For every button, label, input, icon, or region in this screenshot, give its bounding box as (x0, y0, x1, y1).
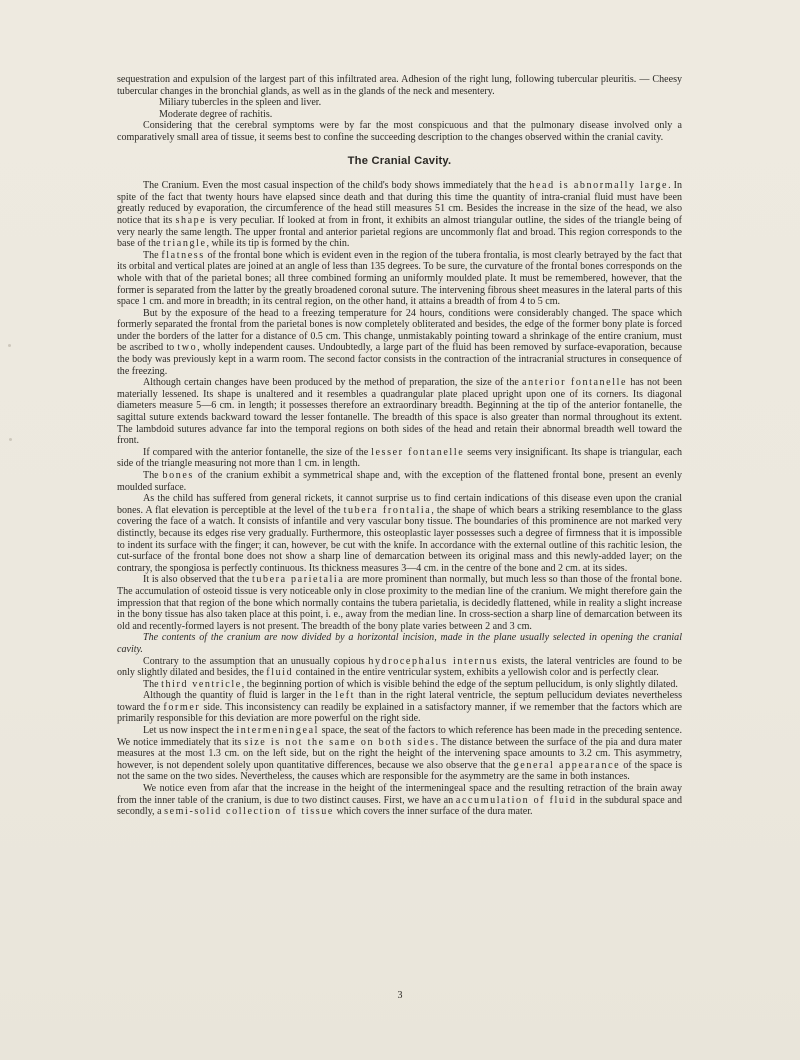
section-paragraph (117, 377, 682, 447)
text-run: seems very insignificant. Its shape is triangular, each side of the triangle measuring not more than 1 cm. in length. (117, 446, 682, 470)
text-run: contained in the entire ventricular system, exhibits a yellowish color and is perfectly clear. (293, 667, 659, 679)
section-paragraph (117, 679, 682, 691)
text-run: The Cranium. Even the most casual inspection of the child's body shows immediately that the (143, 180, 530, 192)
emphasis-spaced-text: flatness (161, 249, 205, 261)
section-paragraph (117, 180, 682, 250)
text-run: are more prominent than normally, but much less so than those of the frontal bone. The accumulation of osteoid tissue is very noticeable only in close proximity to the median line of the cranium. We might therefore gain the impression that that region of the bone which normally contains the tubera parietalia, is decidedly flattened, while in reality a slight increase in the bony tissue has also taken place at this point, i. e., away from the median line. In cross-section a sharp line of demarcation between its old and recently-formed layers is not present. The breadth of the bony plate varies between 2 and 3 cm. (117, 574, 683, 632)
text-run: which covers the inner surface of the dura mater. (333, 806, 533, 818)
emphasis-spaced-text: bones (162, 470, 194, 481)
text-run: , the beginning portion of which is visible behind the edge of the septum pellucidum, is only slightly dilated. (241, 678, 678, 690)
text-run: of the frontal bone which is evident even in the region of the tubera frontalia, is most clearly betrayed by the fact that its orbital and vertical plates are joined at an angle of less than 135 degrees. To be sure, the curvature of the frontal bones corresponds on the whole with that of the parietal bones; all three combined forming an uniformly moulded plate. It must be remembered, however, that the former is separated from the latter by the greatly broadened coronal suture. The intervening fibrous sheet measures in the lateral parts of this space 1 cm. and more in breadth; in its central region, on the other hand, it attains a breadth of from 4 to 5 cm. (117, 249, 682, 308)
text-run: Although certain changes have been produced by the method of preparation, the size of the (143, 377, 523, 389)
emphasis-spaced-text: accumulation of fluid (455, 794, 577, 806)
text-run: The (143, 249, 162, 261)
section-body (117, 180, 682, 818)
emphasis-spaced-text: size is not the same on both sides (244, 736, 436, 748)
paper-spot (8, 344, 11, 347)
text-run: As the child has suffered from general rickets, it cannot surprise us to find certain indications of this disease even upon the cranial bones. A flat elevation is perceptible at the level of the (117, 493, 682, 516)
text-run: than in the right lateral ventricle, the septum pellucidum deviates nevertheless toward the (117, 690, 682, 713)
text-run: of the space is not the same on the two sides. Nevertheless, the causes which are responsible for the asymmetry are the same in both instances. (117, 759, 682, 783)
emphasis-spaced-text: fluid (266, 667, 294, 679)
text-run: Contrary to the assumption that an unusually copious (143, 655, 369, 667)
section-paragraph (117, 470, 682, 493)
body-text (117, 74, 682, 818)
text-run: Let us now inspect the (143, 725, 237, 737)
text-run: But by the exposure of the head to a freezing temperature for 24 hours, conditions were considerably changed. The space which formerly separated the frontal from the parietal bones is now completely obliterated and besides, the edge of the former bony plate is forced under the borders of the latter for a distance of 0.5 cm. This change, unmistakably pointing toward a shrinkage of the entire cranium, must be ascribed to (117, 307, 682, 354)
text-run: Although the quantity of fluid is larger in the (143, 690, 336, 702)
text-run: The (143, 678, 162, 690)
section-paragraph (117, 574, 682, 632)
section-paragraph (117, 308, 682, 378)
text-run: The (143, 470, 163, 481)
section-heading: The Cranial Cavity. (347, 154, 452, 167)
section-paragraph (117, 690, 682, 725)
text-run: exists, the lateral ventricles are found to be only slightly dilated and besides, the (117, 655, 682, 679)
emphasis-spaced-text: two (177, 342, 198, 354)
emphasis-spaced-text: former (163, 701, 201, 713)
section-paragraph (117, 725, 682, 783)
section-paragraph (117, 447, 682, 470)
text-run: of the cranium exhibit a symmetrical shape and, with the exception of the flattened frontal bone, present an evenly moulded surface. (117, 470, 682, 493)
text-run: , the shape of which bears a striking resemblance to the glass covering the face of a watch. It consists of infantile and very vascular bony tissue. The boundaries of this prominence are not marked very distinctly, because its edges rise very gradually. Furthermore, this osteoplastic layer possesses such a degree of firmness that it is impossible to indent its surface with the finger; it can, however, be cut with the knife. In accordance with the external outline of this rachitic lesion, the cut-surface of the frontal bone does not show a sharp line of demarcation between its original mass and this newly-added layer; on the contrary, the spongiosa is perfectly continuous. Its thickness measures 3—4 cm. in the centre of the bone and 2 cm. at its sides. (117, 504, 682, 574)
paragraph-rachitis: Moderate degree of rachitis. (159, 108, 273, 120)
emphasis-spaced-text: hydrocephalus internus (368, 655, 499, 667)
emphasis-spaced-text: tubera parietalia (251, 574, 345, 586)
page-number: 3 (397, 990, 403, 1001)
paragraph-sequestration: sequestration and expulsion of the largest part of this infiltrated area. Adhesion of the right lung, following tubercular pleuritis. — Cheesy tubercular changes in the bronchial glands, as well as in the glands of the neck and mesentery. (117, 74, 682, 97)
emphasis-spaced-text: left (335, 690, 356, 702)
paragraph-considering: Considering that the cerebral symptoms were by far the most conspicuous and that the pulmonary disease involved only a comparatively small area of tissue, it seems best to confine the succeeding description to the changes observed within the cranial cavity. (117, 120, 682, 143)
paragraph-miliary: Miliary tubercles in the spleen and liver. (159, 97, 322, 109)
emphasis-spaced-text: tubera frontalia (343, 504, 432, 516)
text-run: space, the seat of the factors to which reference has been made in the preceding sentence. We notice immediately that its (117, 725, 682, 748)
emphasis-spaced-text: triangle (163, 238, 207, 250)
emphasis-spaced-text: semi-solid collection of tissue (164, 806, 334, 818)
section-paragraph (117, 493, 682, 574)
text-run: has not been materially lessened. Its shape is unaltered and it resembles a quadrangular plate placed upright upon one of its corners. Its diagonal diameters measure 5—6 cm. in length; it possesses therefore an extraordinary breadth. Beginning at the tip of the anterior fontanelle, the sagittal suture extends backward toward the lesser fontanelle. The breadth of this space is also greater than normal throughout its extent. The lambdoid sutures advance far into the temporal regions on both sides of the head and retain their abnormal breadth well toward the front. (117, 377, 682, 447)
text-run: . The distance between the surface of the pia and dura mater measures at the most 1.3 cm. on the left side, but on the right the height of the intervening space amounts to 3.2 cm. This asymmetry, however, is not dependent solely upon quantitative differences, because we also observe that the (117, 736, 682, 771)
text-run: If compared with the anterior fontanelle, the size of the (143, 446, 372, 458)
text-run: , while its tip is formed by the chin. (206, 238, 350, 250)
italic-text: The contents of the cranium are now divided by a horizontal incision, made in the plane usually selected in opening the cranial cavity. (117, 632, 682, 655)
emphasis-spaced-text: shape (175, 214, 207, 226)
section-paragraph (117, 632, 682, 655)
emphasis-spaced-text: intermeningeal (236, 725, 320, 737)
section-paragraph (117, 250, 682, 308)
section-paragraph (117, 656, 682, 679)
emphasis-spaced-text: lesser fontanelle (371, 446, 465, 458)
emphasis-spaced-text: third ventricle (161, 678, 242, 690)
text-run: is very peculiar. If looked at from in front, it exhibits an almost triangular outline, the sides of the triangle being of very nearly the same length. The upper frontal and anterior parietal regions are uncommonly flat and broad. This region corresponds to the base of the (117, 214, 682, 250)
emphasis-spaced-text: head is abnormally large (529, 180, 669, 192)
text-run: , wholly independent causes. Undoubtedly, a large part of the fluid has been removed by surface-evaporation, because the body was previously kept in a warm room. The second factor consists in the contraction of the intracranial structures in consequence of the freezing. (117, 342, 682, 377)
emphasis-spaced-text: anterior fontanelle (522, 377, 628, 389)
text-run: We notice even from afar that the increase in the height of the intermeningeal space and the resulting retraction of the brain away from the inner table of the cranium, is due to two distinct causes. First, we have an (117, 783, 682, 806)
emphasis-spaced-text: general appearance (513, 759, 621, 771)
section-paragraph (117, 783, 682, 818)
text-run: . In spite of the fact that twenty hours have elapsed since death and that during this time the quantity of intra-cranial fluid must have been greatly reduced by evaporation, the circumference of the head still measures 51 cm. Besides the increase in the size of the head, we also notice that its (117, 180, 682, 226)
paper-spot (9, 438, 12, 441)
text-run: It is also observed that the (143, 574, 252, 586)
text-run: side. This inconsistency can readily be explained in a satisfactory manner, if we remember that the factors which are primarily responsible for this deviation are more powerful on the right side. (117, 701, 682, 725)
text-run: in the subdural space and secondly, a (117, 794, 682, 818)
